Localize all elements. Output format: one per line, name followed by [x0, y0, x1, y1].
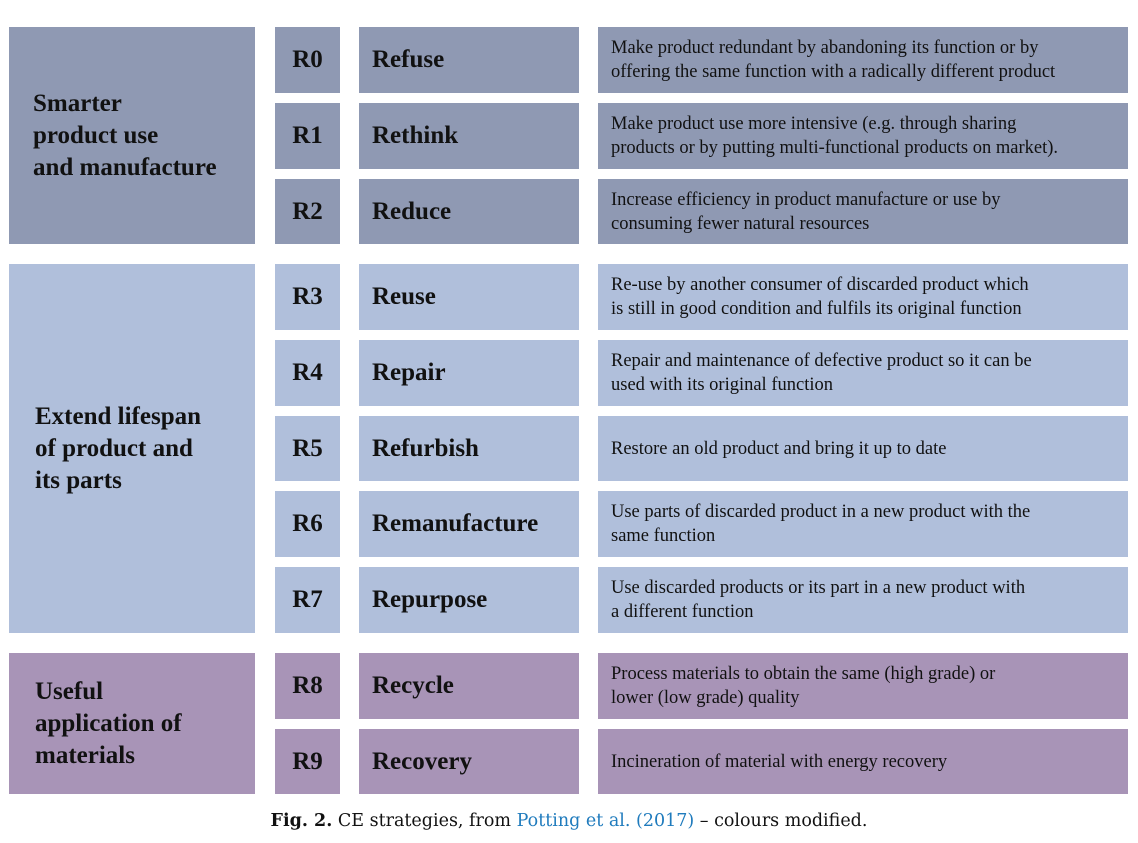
strategy-name: Rethink — [359, 103, 579, 169]
strategy-description: Make product redundant by abandoning its function or by offering the same function with a radically different product — [598, 27, 1128, 93]
group-label: Useful application of materials — [35, 677, 182, 769]
caption-text-end: – colours modified. — [694, 811, 868, 831]
strategy-code: R7 — [275, 567, 340, 633]
strategy-description: Repair and maintenance of defective product so it can be used with its original function — [598, 340, 1128, 406]
group-useful-application — [9, 653, 255, 794]
strategy-description: Process materials to obtain the same (high grade) or lower (low grade) quality — [598, 653, 1128, 719]
strategy-name: Repurpose — [359, 567, 579, 633]
group-extend-lifespan — [9, 264, 255, 633]
strategy-code: R1 — [275, 103, 340, 169]
citation-link[interactable]: Potting et al. (2017) — [516, 811, 695, 831]
strategy-description: Re-use by another consumer of discarded product which is still in good condition and fulfils its original function — [598, 264, 1128, 330]
strategy-name: Recycle — [359, 653, 579, 719]
strategy-name: Recovery — [359, 729, 579, 794]
group-label: Smarter product use and manufacture — [33, 89, 217, 181]
strategy-name: Refuse — [359, 27, 579, 93]
figure-caption — [0, 811, 1138, 831]
strategy-code: R3 — [275, 264, 340, 330]
strategy-code: R0 — [275, 27, 340, 93]
strategy-name: Repair — [359, 340, 579, 406]
strategy-code: R2 — [275, 179, 340, 244]
strategy-code: R6 — [275, 491, 340, 557]
strategy-description: Increase efficiency in product manufacture or use by consuming fewer natural resources — [598, 179, 1128, 244]
strategy-code: R8 — [275, 653, 340, 719]
strategy-description: Incineration of material with energy recovery — [598, 729, 1128, 794]
strategy-description: Use parts of discarded product in a new product with the same function — [598, 491, 1128, 557]
figure-label: Fig. 2. — [270, 811, 333, 831]
strategy-name: Reduce — [359, 179, 579, 244]
strategy-code: R5 — [275, 416, 340, 481]
strategy-code: R4 — [275, 340, 340, 406]
caption-text: CE strategies, from — [332, 811, 517, 831]
strategy-name: Refurbish — [359, 416, 579, 481]
strategy-description: Restore an old product and bring it up to date — [598, 416, 1128, 481]
strategy-description: Use discarded products or its part in a new product with a different function — [598, 567, 1128, 633]
strategy-name: Remanufacture — [359, 491, 579, 557]
group-smarter-use — [9, 27, 255, 244]
strategy-name: Reuse — [359, 264, 579, 330]
group-label: Extend lifespan of product and its parts — [35, 402, 202, 494]
strategy-description: Make product use more intensive (e.g. through sharing products or by putting multi-functional products on market). — [598, 103, 1128, 169]
strategy-code: R9 — [275, 729, 340, 794]
